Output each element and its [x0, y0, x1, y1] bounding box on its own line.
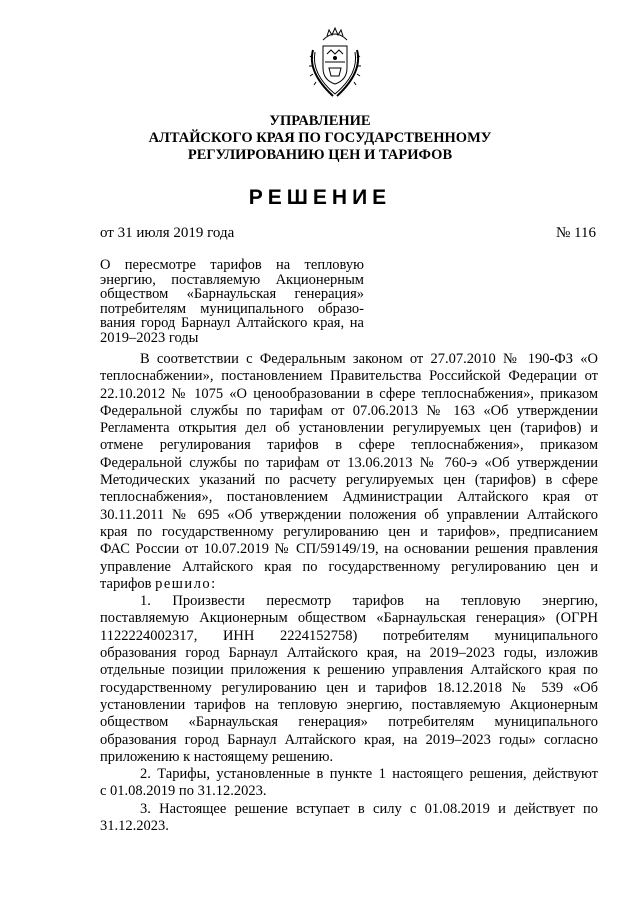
coat-of-arms-emblem	[303, 22, 367, 102]
clause-1-line: 1. Произвести пересмотр тарифов на тепловую энергию,	[140, 593, 598, 610]
clause-1-line: обществом «Барнаульская генерация» потребителям муниципального	[100, 714, 598, 731]
document-body	[100, 351, 598, 835]
issuing-authority	[0, 113, 640, 164]
body-line: 22.10.2012 № 1075 «О ценообразовании в сфере теплоснабжения», приказом	[100, 385, 598, 402]
clause-2-line: с 01.08.2019 по 31.12.2023.	[100, 783, 267, 800]
clause-1-line: поставляемую Акционерным обществом «Барнаульская генерация» (ОГРН	[100, 610, 598, 627]
body-line: управление Алтайского края по государственному регулированию цен и	[100, 558, 598, 575]
document-type-title: РЕШЕНИЕ	[248, 186, 392, 209]
body-line: Методических указаний по расчету регулируемых цен (тарифов) в сфере	[100, 472, 598, 489]
body-line: ФАС России от 10.07.2019 № СП/59149/19, на основании решения правления	[100, 541, 598, 558]
body-line: теплоснабжения», постановлением Администрации Алтайского края от	[100, 489, 598, 506]
clause-1-line: 1122224002317, ИНН 2224152758) потребителям муниципального	[100, 627, 598, 644]
body-line: Федеральной службы по тарифам от 13.06.2013 № 760-э «Об утверждении	[100, 454, 598, 471]
authority-line-2: АЛТАЙСКОГО КРАЯ ПО ГОСУДАРСТВЕННОМУ	[148, 130, 492, 146]
clause-1-line: установлении тарифов на тепловую энергию, поставляемую Акционерным	[100, 696, 598, 713]
body-line: В соответствии с Федеральным законом от 27.07.2010 № 190-ФЗ «О	[140, 351, 598, 367]
body-line-resolution	[100, 576, 598, 593]
body-line: Федеральной службы по тарифам от 07.06.2013 № 163 «Об утверждении	[100, 402, 598, 419]
document-date: от 31 июля 2019 года	[100, 225, 235, 241]
subject-line: потребителям муниципального образо-	[100, 300, 364, 317]
clause-1-line: отдельные позиции приложения к решению управления Алтайского края по	[100, 662, 598, 679]
subject-line: О пересмотре тарифов на тепловую	[100, 257, 364, 273]
clause-1-line: приложению к настоящему решению.	[100, 748, 334, 765]
subject-line: энергию, поставляемую Акционерным	[100, 271, 364, 288]
authority-line-3: РЕГУЛИРОВАНИЮ ЦЕН И ТАРИФОВ	[187, 147, 453, 163]
subject-line: вания город Барнаул Алтайского края, на	[100, 315, 364, 332]
subject-line: обществом «Барнаульская генерация»	[100, 286, 364, 303]
body-line: теплоснабжении», постановлением Правительства Российской Федерации от	[100, 368, 598, 385]
subject-line: 2019–2023 годы	[100, 329, 199, 346]
clause-1-line: образования город Барнаул Алтайского края, на 2019–2023 годы, изложив	[100, 645, 598, 662]
resolved-word: решило:	[155, 575, 217, 592]
body-line: 30.11.2011 № 695 «Об утверждении положения об управлении Алтайского	[100, 506, 598, 523]
document-number: № 116	[555, 225, 596, 241]
clause-2-line: 2. Тарифы, установленные в пункте 1 настоящего решения, действуют	[140, 766, 598, 783]
body-line: края по государственному регулированию цен и тарифов», предписанием	[100, 523, 598, 540]
authority-line-1: УПРАВЛЕНИЕ	[269, 113, 371, 129]
clause-1-line: государственному регулированию цен и тарифов 18.12.2018 № 539 «Об	[100, 679, 598, 696]
body-line: тарифов	[100, 575, 156, 592]
body-line: отмене регулирования тарифов в сфере теплоснабжения», приказом	[100, 437, 598, 454]
body-line: Регламента открытия дел об установлении регулируемых цен (тарифов) и	[100, 420, 598, 437]
clause-1-line: образования город Барнаул Алтайского края, на 2019–2023 годы» согласно	[100, 731, 598, 748]
clause-3-line: 31.12.2023.	[100, 818, 169, 835]
document-subject	[100, 258, 364, 346]
clause-3-line: 3. Настоящее решение вступает в силу с 01.08.2019 и действует по	[140, 800, 598, 817]
